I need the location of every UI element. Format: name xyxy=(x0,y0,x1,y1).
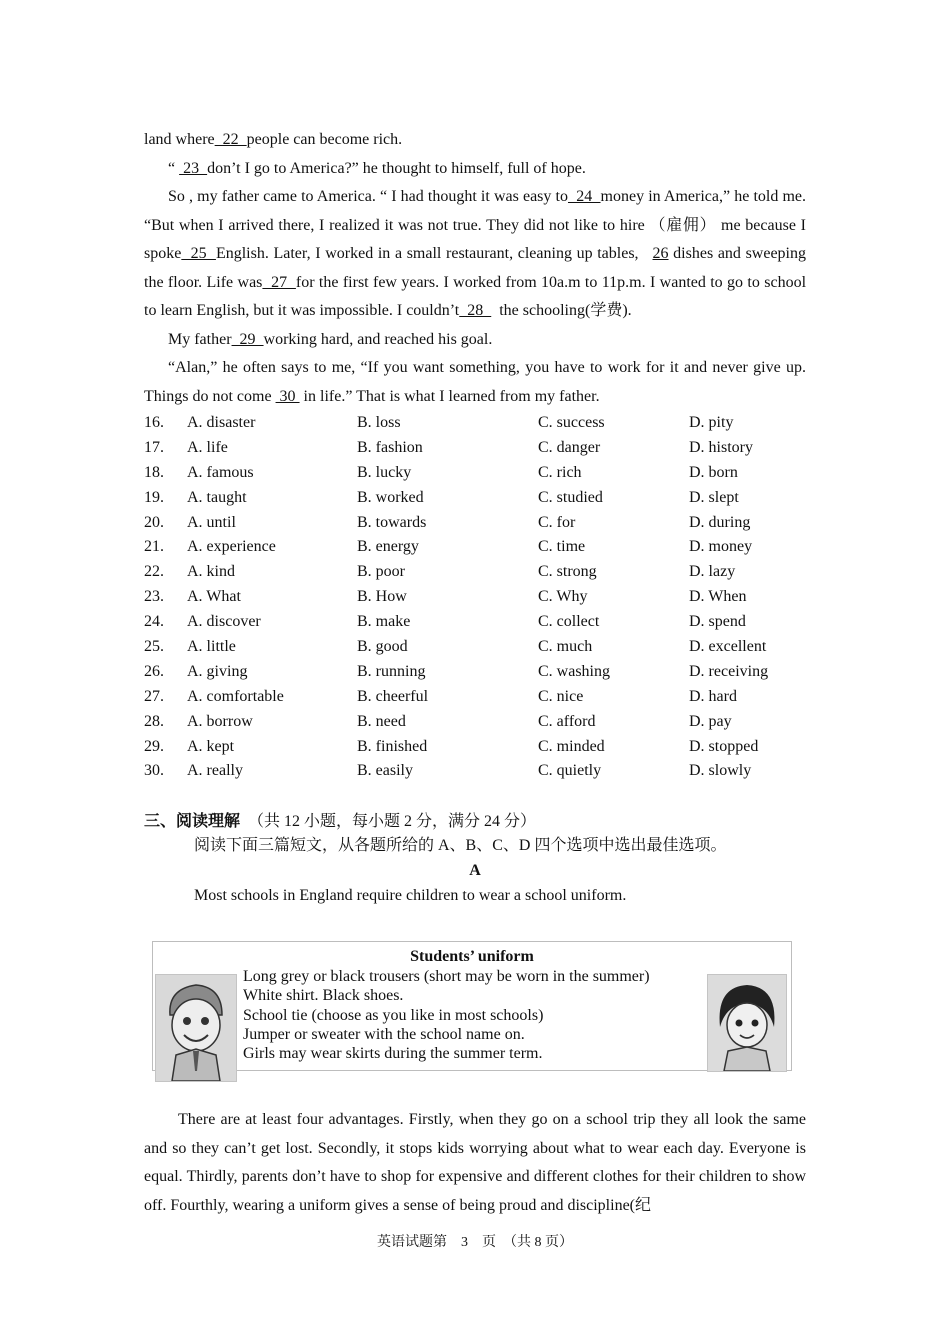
question-row: 26. A. giving B. running C. washing D. receiving xyxy=(144,662,769,680)
question-row: 23. A. What B. How C. Why D. When xyxy=(144,588,747,606)
part-label: A xyxy=(469,862,481,880)
section-instruction: 阅读下面三篇短文，从各题所给的 A、B、C、D 四个选项中选出最佳选项。 xyxy=(194,837,727,855)
passage-line: “ 23 don’t I go to America?” he thought to himself, full of hope. xyxy=(168,159,586,177)
uniform-rule: Jumper or sweater with the school name on. xyxy=(243,1025,525,1043)
uniform-rule: Girls may wear skirts during the summer term. xyxy=(243,1045,543,1063)
question-row: 16. A. disaster B. loss C. success D. pity xyxy=(144,414,734,431)
question-row: 25. A. little B. good C. much D. excellent xyxy=(144,638,767,656)
passage-line: land where 22 people can become rich. xyxy=(144,131,403,148)
question-row: 27. A. comfortable B. cheerful C. nice D. hard xyxy=(144,687,737,705)
uniform-title: Students’ uniform xyxy=(410,948,534,965)
question-row: 18. A. famous B. lucky C. rich D. born xyxy=(144,463,738,481)
question-list xyxy=(144,411,806,784)
girl-cartoon-icon xyxy=(707,974,787,1072)
passage-paragraph: “Alan,” he often says to me, “If you want something, you have to work for it and never give up. Things do not come 30 in life.” That is what I learned from my father. xyxy=(144,359,806,405)
question-row: 22. A. kind B. poor C. strong D. lazy xyxy=(144,563,736,581)
question-row: 29. A. kept B. finished C. minded D. stopped xyxy=(144,737,759,755)
closing-paragraph-wrap xyxy=(144,1106,806,1220)
blank-26: 26 xyxy=(652,245,669,262)
blank-28: 28 xyxy=(459,302,492,319)
question-row: 21. A. experience B. energy C. time D. money xyxy=(144,538,753,556)
section-heading: 三、阅读理解 （共 12 小题，每小题 2 分，满分 24 分） xyxy=(144,813,537,831)
closing-paragraph: There are at least four advantages. Firstly, when they go on a school trip they all look the same and so they can’t get lost. Secondly, it stops kids worrying about what to wear each day. Everyone is equal. Thirdly, parents don’t have to shop for expensive and different clothes for their children to show off. Fourthly, wearing a uniform gives a sense of being proud and discipline(纪 xyxy=(144,1111,806,1214)
passage-paragraph: So , my father came to America. “ I had thought it was easy to 24 money in America,” he told me. “But when I arrived there, I realized it was not true. They did not like to hire （雇佣） me because I spoke 25 English. Later, I worked in a small restaurant, cleaning up tables, 26 dishes and sweeping the floor. Life was 27 for the first few years. I worked from 10a.m to 11p.m. I wanted to go to school to learn English, but it was impossible. I couldn’t 28 the schooling(学费). xyxy=(144,188,807,319)
question-row: 24. A. discover B. make C. collect D. spend xyxy=(144,613,746,631)
question-row: 17. A. life B. fashion C. danger D. history xyxy=(144,438,753,456)
blank-27: 27 xyxy=(262,273,296,291)
question-row: 20. A. until B. towards C. for D. during xyxy=(144,513,751,531)
uniform-rules xyxy=(243,967,650,1063)
blank-24: 24 xyxy=(567,188,601,205)
page-footer: 英语试题第 3 页 （共 8 页） xyxy=(377,1235,573,1250)
uniform-box xyxy=(152,941,792,1071)
passage-intro: Most schools in England require children to wear a school uniform. xyxy=(194,887,627,905)
blank-23: 23 xyxy=(179,159,208,177)
question-row: 28. A. borrow B. need C. afford D. pay xyxy=(144,712,732,730)
uniform-rule: White shirt. Black shoes. xyxy=(243,987,404,1005)
blank-29: 29 xyxy=(231,330,264,348)
passage-paragraph: My father 29 working hard, and reached his goal. xyxy=(168,330,493,348)
blank-25: 25 xyxy=(181,245,216,262)
question-row: 19. A. taught B. worked C. studied D. slept xyxy=(144,488,739,506)
question-row: 30. A. really B. easily C. quietly D. slowly xyxy=(144,762,752,780)
exam-page xyxy=(144,126,806,908)
boy-cartoon-icon xyxy=(155,974,237,1082)
uniform-rule: Long grey or black trousers (short may be worn in the summer) xyxy=(243,968,650,985)
blank-22: 22 xyxy=(214,131,247,148)
uniform-rule: School tie (choose as you like in most schools) xyxy=(243,1006,544,1024)
blank-30: 30 xyxy=(275,387,300,405)
